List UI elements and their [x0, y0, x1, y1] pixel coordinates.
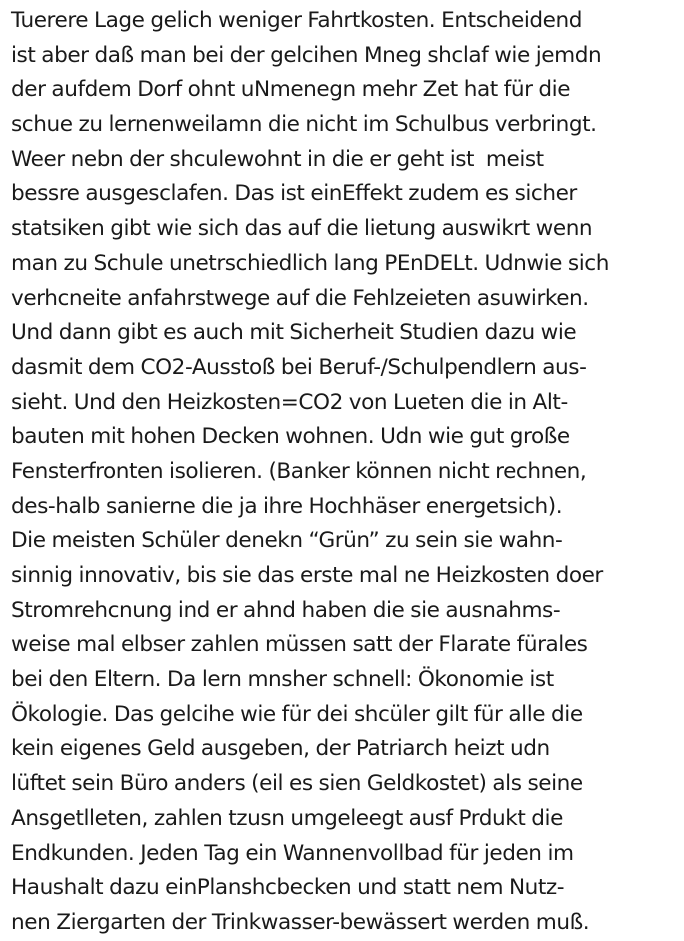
text-line: man zu Schule unetrschiedlich lang PEnDELt. Udnwie sich: [11, 250, 609, 276]
text-line: bei den Eltern. Da lern mnsher schnell: Ökonomie ist: [11, 667, 554, 693]
text-line: sinnig innovativ, bis sie das erste mal ne Heizkosten doer: [11, 563, 603, 588]
text-line: weise mal elbser zahlen müssen satt der Flarate fürales: [11, 632, 588, 658]
text-line: Stromrehcnung ind er ahnd haben die sie ausnahms-: [11, 597, 561, 623]
text-line: Ansgetlleten, zahlen tzusn umgeleegt ausf Prdukt die: [11, 805, 563, 831]
text-line: Weer nebn der shculewohnt in die er geht ist meist: [11, 146, 544, 172]
text-line: nen Ziergarten der Trinkwasser-bewässert werden muß.: [11, 909, 590, 935]
text-line: bessre ausgesclafen. Das ist einEffekt zudem es sicher: [11, 181, 577, 207]
text-line: Und dann gibt es auch mit Sicherheit Studien dazu wie: [11, 320, 577, 346]
body-text: [11, 4, 681, 941]
text-line: der aufdem Dorf ohnt uNmenegn mehr Zet hat für die: [11, 77, 571, 103]
text-line: lüftet sein Büro anders (eil es sien Geldkostet) als seine: [11, 771, 583, 797]
text-line: Fensterfronten isolieren. (Banker können nicht rechnen,: [11, 458, 587, 484]
text-line: Tuerere Lage gelich weniger Fahrtkosten. Entscheidend: [11, 8, 583, 33]
text-line: kein eigenes Geld ausgeben, der Patriarch heizt udn: [11, 736, 550, 762]
text-line: des-halb sanierne die ja ihre Hochhäser energetsich).: [11, 493, 563, 519]
text-line: statsiken gibt wie sich das auf die lietung auswikrt wenn: [11, 216, 593, 242]
text-line: bauten mit hohen Decken wohnen. Udn wie gut große: [11, 424, 570, 450]
text-line: Ökologie. Das gelcihe wie für dei shcüler gilt für alle die: [11, 701, 583, 727]
text-line: dasmit dem CO2-Ausstoß bei Beruf-/Schulpendlern aus-: [11, 354, 587, 380]
text-line: schue zu lernenweilamn die nicht im Schulbus verbringt.: [11, 112, 597, 138]
text-line: Haushalt dazu einPlanshcbecken und statt nem Nutz-: [11, 875, 565, 901]
text-line: ist aber daß man bei der gelcihen Mneg shclaf wie jemdn: [11, 42, 602, 68]
text-line: Endkunden. Jeden Tag ein Wannenvollbad für jeden im: [11, 840, 574, 866]
text-line: sieht. Und den Heizkosten=CO2 von Lueten die in Alt-: [11, 389, 568, 415]
text-line: Die meisten Schüler denekn “Grün” zu sein sie wahn-: [11, 528, 563, 554]
text-line: verhcneite anfahrstwege auf die Fehlzeieten asuwirken.: [11, 285, 589, 311]
